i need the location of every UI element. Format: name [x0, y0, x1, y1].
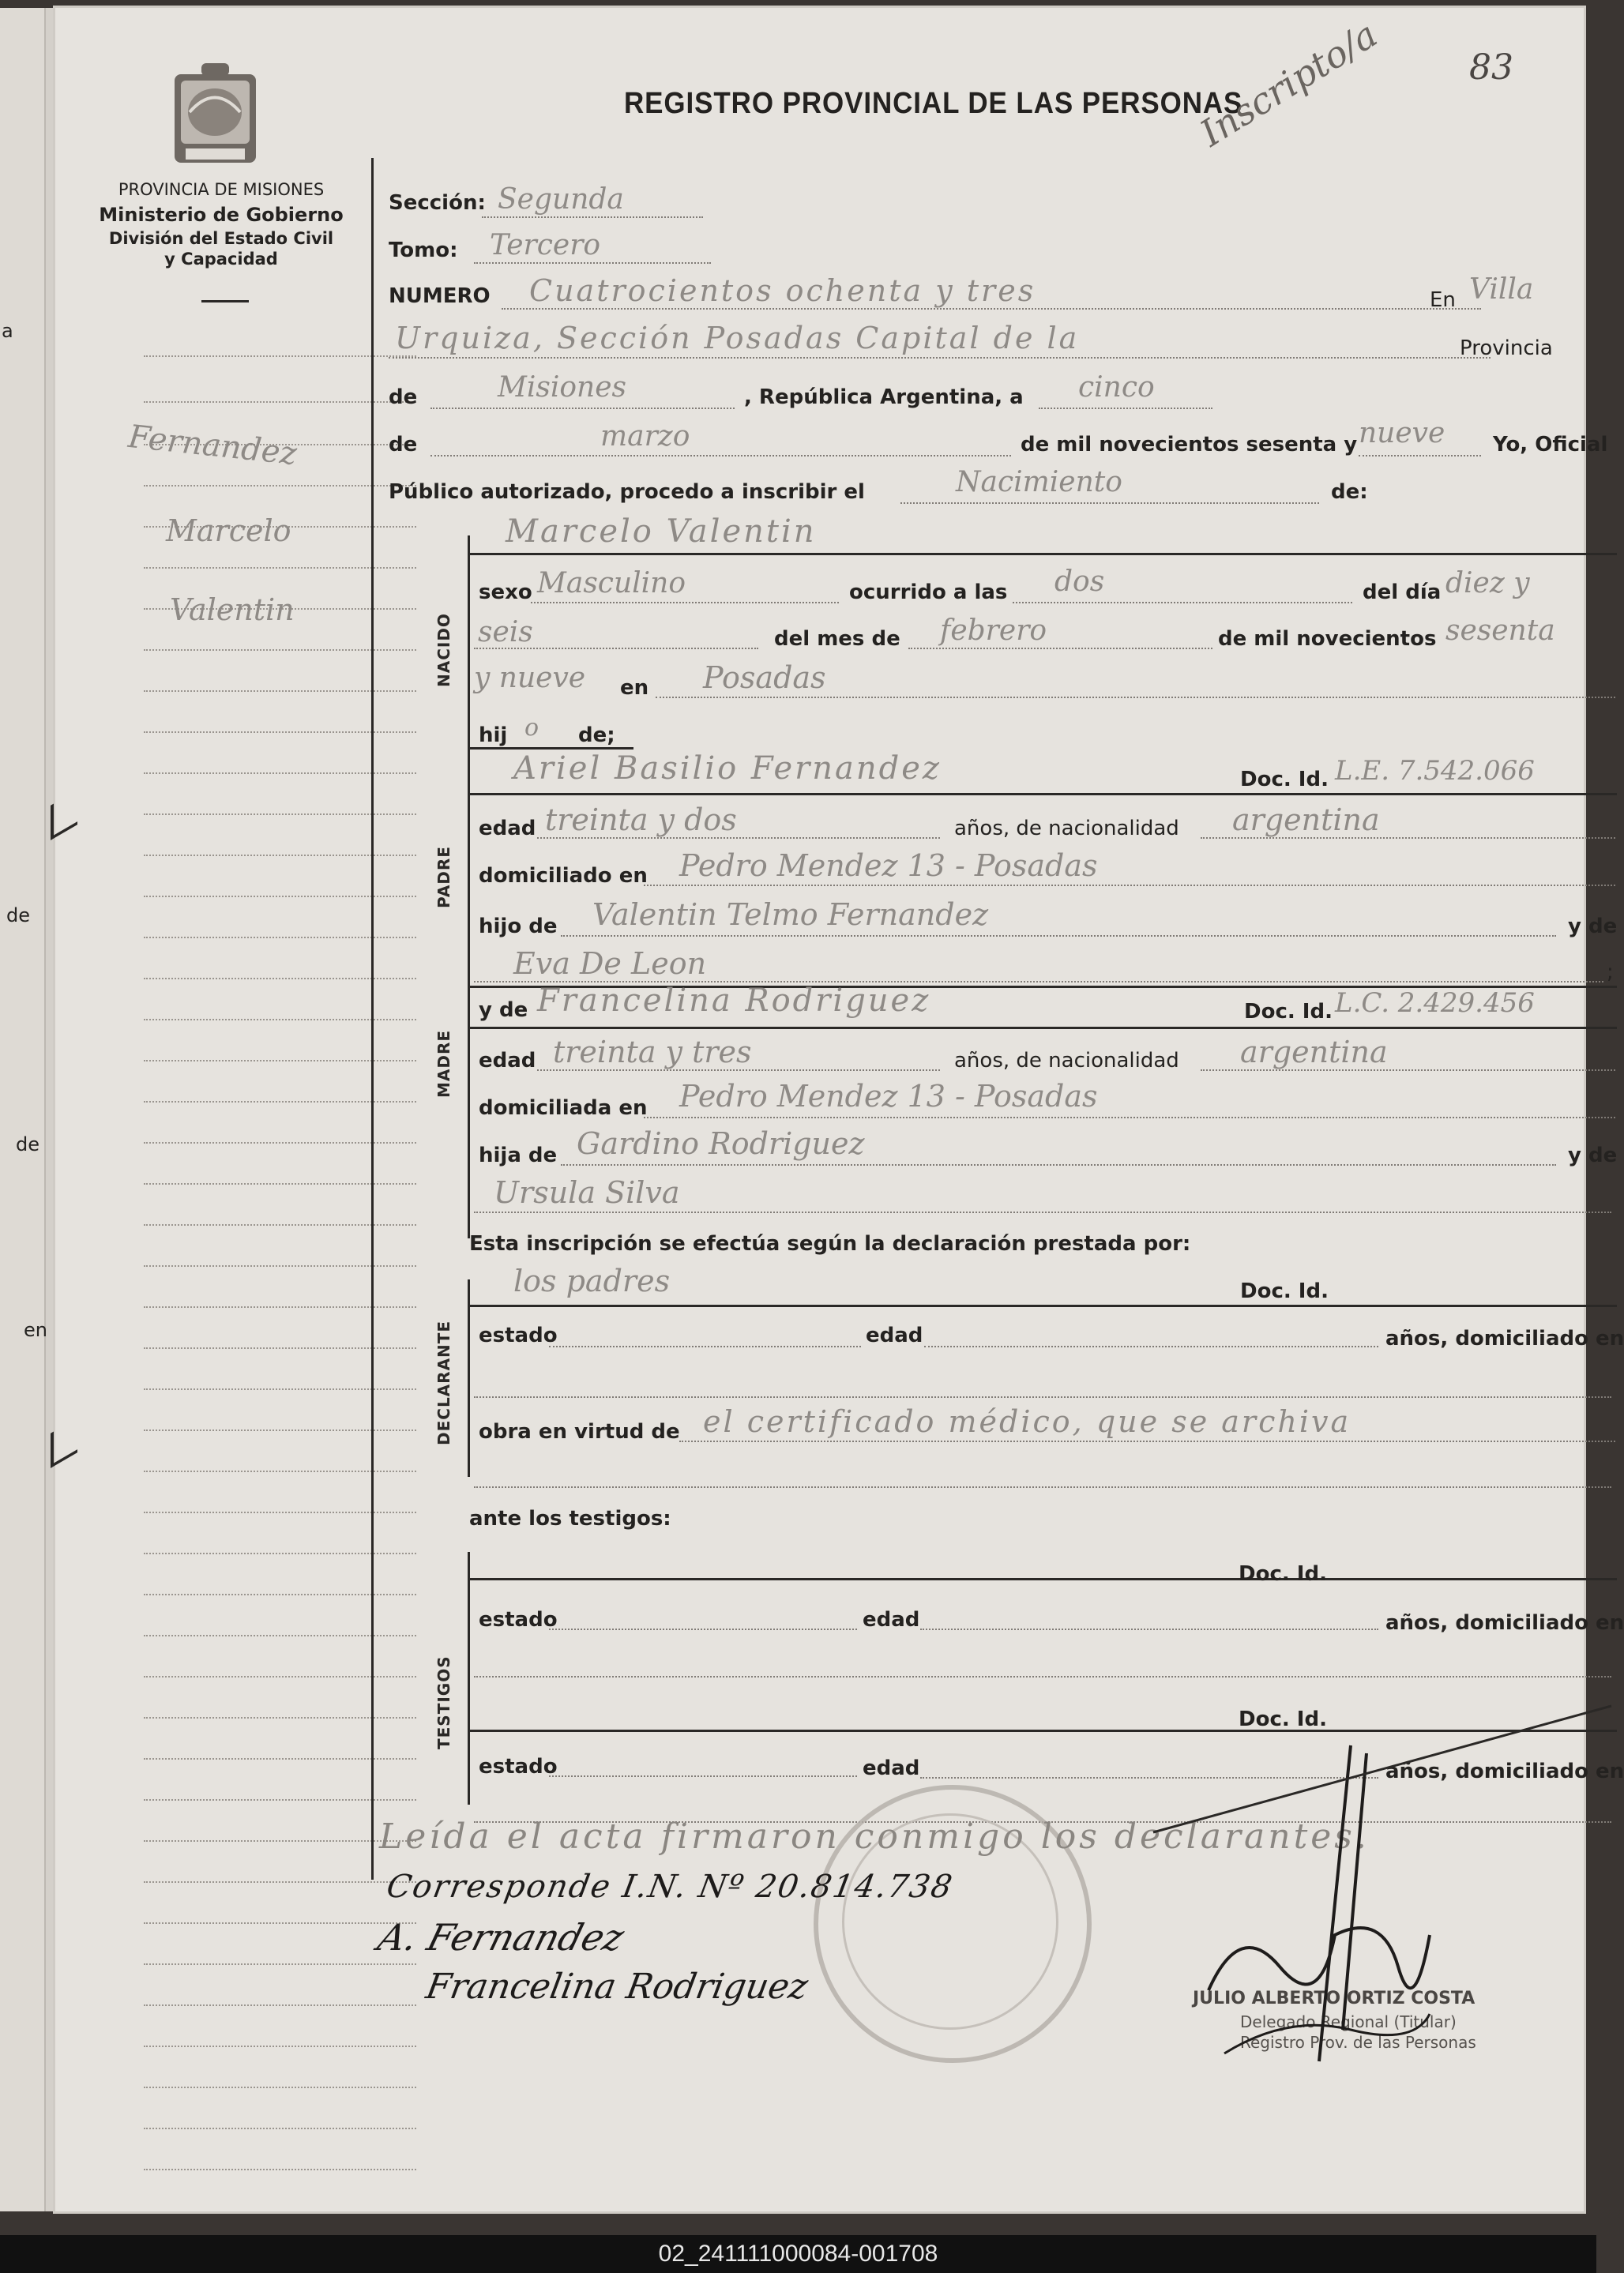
birth-day-value-2: seis: [478, 616, 533, 648]
anos-dom-label: años, domiciliado en: [1385, 1760, 1624, 1783]
division-name-2: y Capacidad: [164, 250, 278, 269]
margin-line: [144, 485, 416, 487]
mother-parent-line: [561, 1164, 1556, 1166]
y-de-label: y de: [1568, 915, 1618, 938]
province-line: [430, 408, 735, 409]
division-name: División del Estado Civil: [108, 229, 334, 248]
en-label: En: [1430, 288, 1456, 312]
margin-line: [144, 1060, 416, 1061]
margin-line: [144, 1594, 416, 1595]
birth-month-line: [908, 648, 1212, 649]
margin-line: [144, 1553, 416, 1554]
margin-surname: Fernandez: [126, 419, 299, 473]
father-address-value: Pedro Mendez 13 - Posadas: [679, 848, 1098, 883]
child-name: Marcelo Valentin: [506, 513, 817, 550]
margin-line: [144, 1799, 416, 1801]
edad-label: edad: [479, 1049, 536, 1073]
father-doc-value: L.E. 7.542.066: [1335, 755, 1535, 787]
numero-value: Cuatrocientos ochenta y tres: [529, 273, 1036, 308]
margin-line: [144, 1963, 416, 1965]
sex-value: Masculino: [537, 567, 686, 599]
hijo-de-label: hijo de: [479, 915, 558, 938]
edad-label: edad: [863, 1756, 920, 1780]
inscription-stamp-word: Inscripto/a: [1193, 13, 1385, 155]
del-mes-label: del mes de: [774, 627, 900, 651]
strip-letter-a: a: [2, 320, 13, 342]
edad-label: edad: [479, 817, 536, 840]
strip-letter-en: en: [24, 1319, 47, 1341]
act-line: [900, 502, 1319, 504]
year-line: [1359, 455, 1481, 456]
father-address-line: [644, 885, 1615, 886]
father-father-value: Valentin Telmo Fernandez: [592, 897, 989, 932]
scan-id-footer: 02_241111000084-001708: [0, 2235, 1596, 2273]
margin-line: [144, 1265, 416, 1267]
witness1-line: [468, 1578, 1617, 1580]
margin-line: [144, 1183, 416, 1185]
margin-line: [144, 1142, 416, 1144]
witness1-doc-label: Doc. Id.: [1239, 1562, 1327, 1586]
mother-mother-value: Ursula Silva: [494, 1175, 680, 1210]
declarant-doc-label: Doc. Id.: [1240, 1279, 1329, 1303]
numero-line: [502, 308, 1481, 310]
numero-label: NUMERO: [389, 284, 491, 308]
father-nat-line: [1201, 837, 1615, 839]
month-value: marzo: [600, 420, 690, 453]
ocurrido-label: ocurrido a las: [849, 580, 1008, 604]
official-stamp-role: Delegado Regional (Titular): [1240, 2012, 1457, 2031]
mother-name: Francelina Rodriguez: [537, 982, 931, 1019]
margin-line: [144, 2128, 416, 2129]
section-border: [468, 535, 470, 1238]
hijo-label: hij: [479, 723, 508, 747]
tomo-label: Tomo:: [389, 239, 458, 262]
strip-letter-de-2: de: [16, 1133, 39, 1155]
testigos-label: ante los testigos:: [469, 1507, 671, 1531]
margin-line: [144, 567, 416, 569]
declarant-address-line: [474, 1396, 1611, 1398]
declarant-age-line: [924, 1346, 1378, 1347]
tomo-value: Tercero: [490, 229, 601, 261]
year-value: nueve: [1359, 417, 1445, 449]
anos-dom-label: años, domiciliado en: [1385, 1611, 1624, 1635]
divider: [201, 300, 249, 302]
previous-page-strip: [0, 8, 46, 2211]
coat-of-arms-icon: [170, 63, 261, 174]
margin-line: [144, 731, 416, 733]
strip-letter-de-1: de: [6, 904, 30, 926]
margin-firstname: Marcelo: [166, 513, 291, 548]
father-doc-label: Doc. Id.: [1240, 768, 1329, 791]
margin-line: [144, 937, 416, 938]
hour-line: [1013, 602, 1352, 603]
en-label-lower: en: [620, 676, 649, 700]
nacido-label: NACIDO: [434, 613, 453, 687]
estado-label: estado: [479, 1324, 558, 1347]
father-name: Ariel Basilio Fernandez: [513, 750, 942, 787]
binding-clip: [51, 790, 77, 840]
registry-page: [2, 8, 1624, 2211]
correspondence-note: Corresponde I.N. Nº 20.814.738: [383, 1869, 957, 1905]
de-mil-label: de mil novecientos sesenta y: [1021, 433, 1358, 456]
main-border: [371, 158, 374, 1880]
margin-middlename: Valentin: [170, 592, 295, 627]
sexo-label: sexo: [479, 580, 532, 604]
birth-day-value: diez y: [1445, 567, 1530, 599]
name-line: [468, 553, 1617, 555]
mother-line: [468, 1027, 1617, 1029]
margin-line: [144, 2169, 416, 2170]
page-number: 83: [1469, 47, 1513, 88]
margin-line: [144, 690, 416, 692]
de-semicolon-label: de;: [578, 723, 615, 747]
de-label: de: [389, 385, 418, 409]
ministry-name: Ministerio de Gobierno: [99, 204, 344, 226]
margin-line: [144, 1430, 416, 1431]
margin-line: [144, 1019, 416, 1020]
seccion-line: [482, 216, 703, 218]
mother-father-value: Gardino Rodriguez: [577, 1126, 865, 1161]
margin-line: [144, 1635, 416, 1636]
place-line: [389, 357, 1491, 359]
domiciliada-label: domiciliada en: [479, 1096, 648, 1120]
declarant-value: los padres: [513, 1264, 671, 1298]
mother-doc-value: L.C. 2.429.456: [1335, 987, 1535, 1019]
publico-label: Público autorizado, procedo a inscribir el: [389, 480, 865, 504]
father-age-value: treinta y dos: [545, 802, 737, 837]
act-value: Nacimiento: [956, 466, 1122, 498]
margin-line: [144, 1388, 416, 1390]
father-nat-value: argentina: [1232, 802, 1380, 837]
hour-value: dos: [1054, 565, 1105, 598]
anos-dom-label: años, domiciliado en: [1385, 1327, 1624, 1351]
birth-month-value: febrero: [940, 614, 1047, 647]
margin-line: [144, 2004, 416, 2006]
margin-line: [144, 1881, 416, 1883]
domiciliado-label: domiciliado en: [479, 864, 648, 888]
de-mil-novecientos-label: de mil novecientos: [1218, 627, 1437, 651]
place-value: Urquiza, Sección Posadas Capital de la: [395, 321, 1080, 355]
margin-line: [144, 1471, 416, 1472]
birthplace-line: [656, 697, 1615, 698]
estado-label: estado: [479, 1755, 558, 1779]
margin-line: [144, 1922, 416, 1924]
margin-line: [144, 649, 416, 651]
mother-mother-line: [474, 1212, 1611, 1213]
mother-nat-line: [1201, 1069, 1615, 1071]
semicolon: ;: [1607, 960, 1614, 984]
margin-line: [144, 772, 416, 774]
edad-label: edad: [863, 1608, 920, 1632]
margin-line: [144, 1347, 416, 1349]
birth-year-value-2: y nueve: [474, 662, 586, 694]
province-name: PROVINCIA DE MISIONES: [118, 180, 325, 199]
obra-value: el certificado médico, que se archiva: [703, 1404, 1351, 1439]
obra-line: [679, 1441, 1615, 1442]
margin-line: [144, 855, 416, 856]
margin-line: [144, 978, 416, 979]
inscripcion-label: Esta inscripción se efectúa según la declaración prestada por:: [469, 1232, 1191, 1256]
witness1-address-line: [474, 1676, 1611, 1678]
binding-clip: [51, 1418, 77, 1468]
declarant-state-line: [549, 1346, 861, 1347]
y-de-label: y de: [1568, 1144, 1618, 1167]
closing-note: Leída el acta firmaron conmigo los declarantes.: [379, 1817, 1370, 1857]
seccion-value: Segunda: [498, 183, 624, 216]
margin-line: [144, 1758, 416, 1760]
mother-doc-label: Doc. Id.: [1244, 1000, 1333, 1024]
day-line: [1039, 408, 1212, 409]
witness1-age-line: [920, 1629, 1378, 1630]
provincia-label: Provincia: [1460, 336, 1553, 360]
mother-age-value: treinta y tres: [553, 1035, 752, 1069]
margin-line: [144, 1840, 416, 1842]
testigos-vlabel: TESTIGOS: [434, 1655, 453, 1749]
declarante-label: DECLARANTE: [434, 1320, 453, 1445]
page-title: REGISTRO PROVINCIAL DE LAS PERSONAS: [624, 87, 1243, 120]
month-line: [430, 455, 1011, 456]
father-age-line: [537, 837, 940, 839]
sex-line: [531, 602, 839, 603]
estado-label: estado: [479, 1608, 558, 1632]
margin-line: [144, 355, 416, 357]
mother-age-line: [537, 1069, 940, 1071]
margin-line: [144, 2046, 416, 2047]
mother-address-line: [644, 1117, 1615, 1118]
birth-year-value: sesenta: [1445, 614, 1555, 647]
witness2-state-line: [549, 1775, 857, 1777]
republica-label: , República Argentina, a: [744, 385, 1024, 409]
hija-de-label: hija de: [479, 1144, 558, 1167]
section-border: [468, 1552, 470, 1805]
witness2-doc-label: Doc. Id.: [1239, 1708, 1327, 1731]
birthplace-value: Posadas: [703, 660, 826, 695]
del-dia-label: del día: [1363, 580, 1442, 604]
father-mother-value: Eva De Leon: [513, 946, 707, 981]
edad-label: edad: [866, 1324, 923, 1347]
anos-nac-label: años, de nacionalidad: [954, 817, 1179, 840]
y-de-madre-label: y de: [479, 998, 528, 1022]
declarant-line: [468, 1305, 1617, 1307]
obra-label: obra en virtud de: [479, 1420, 680, 1444]
de-label: de: [389, 433, 418, 456]
mother-nat-value: argentina: [1240, 1035, 1388, 1069]
en-value: Villa: [1469, 273, 1534, 306]
hijo-suffix: o: [524, 714, 539, 742]
day-value: cinco: [1078, 371, 1155, 404]
section-border: [468, 1279, 470, 1477]
father-parent-line: [561, 935, 1556, 937]
father-signature: A. Fernandez: [373, 1916, 629, 1959]
margin-line: [144, 1306, 416, 1308]
tomo-line: [474, 262, 711, 264]
witness1-state-line: [549, 1629, 857, 1630]
mother-address-value: Pedro Mendez 13 - Posadas: [679, 1079, 1098, 1114]
mother-signature: Francelina Rodriguez: [423, 1967, 811, 2007]
obra-line-2: [474, 1486, 1611, 1488]
margin-line: [144, 2087, 416, 2088]
margin-line: [144, 1717, 416, 1719]
official-stamp-name: JULIO ALBERTO ORTIZ COSTA: [1193, 1989, 1476, 2008]
anos-nac-label: años, de nacionalidad: [954, 1049, 1179, 1073]
oficial-label: Yo, Oficial: [1493, 433, 1608, 456]
padre-label: PADRE: [434, 846, 453, 908]
margin-line: [144, 813, 416, 815]
hijo-line: [468, 747, 633, 750]
margin-line: [144, 1224, 416, 1226]
province-value: Misiones: [498, 371, 627, 404]
official-stamp-office: Registro Prov. de las Personas: [1240, 2033, 1476, 2052]
margin-line: [144, 401, 416, 403]
father-line: [468, 793, 1617, 795]
seccion-label: Sección:: [389, 191, 486, 215]
margin-line: [144, 896, 416, 897]
margin-line: [144, 1512, 416, 1513]
margin-line: [144, 1101, 416, 1103]
margin-line: [144, 1676, 416, 1678]
madre-label: MADRE: [434, 1029, 453, 1098]
de-colon-label: de:: [1331, 480, 1368, 504]
diagonal-strike: [1145, 1698, 1619, 1840]
